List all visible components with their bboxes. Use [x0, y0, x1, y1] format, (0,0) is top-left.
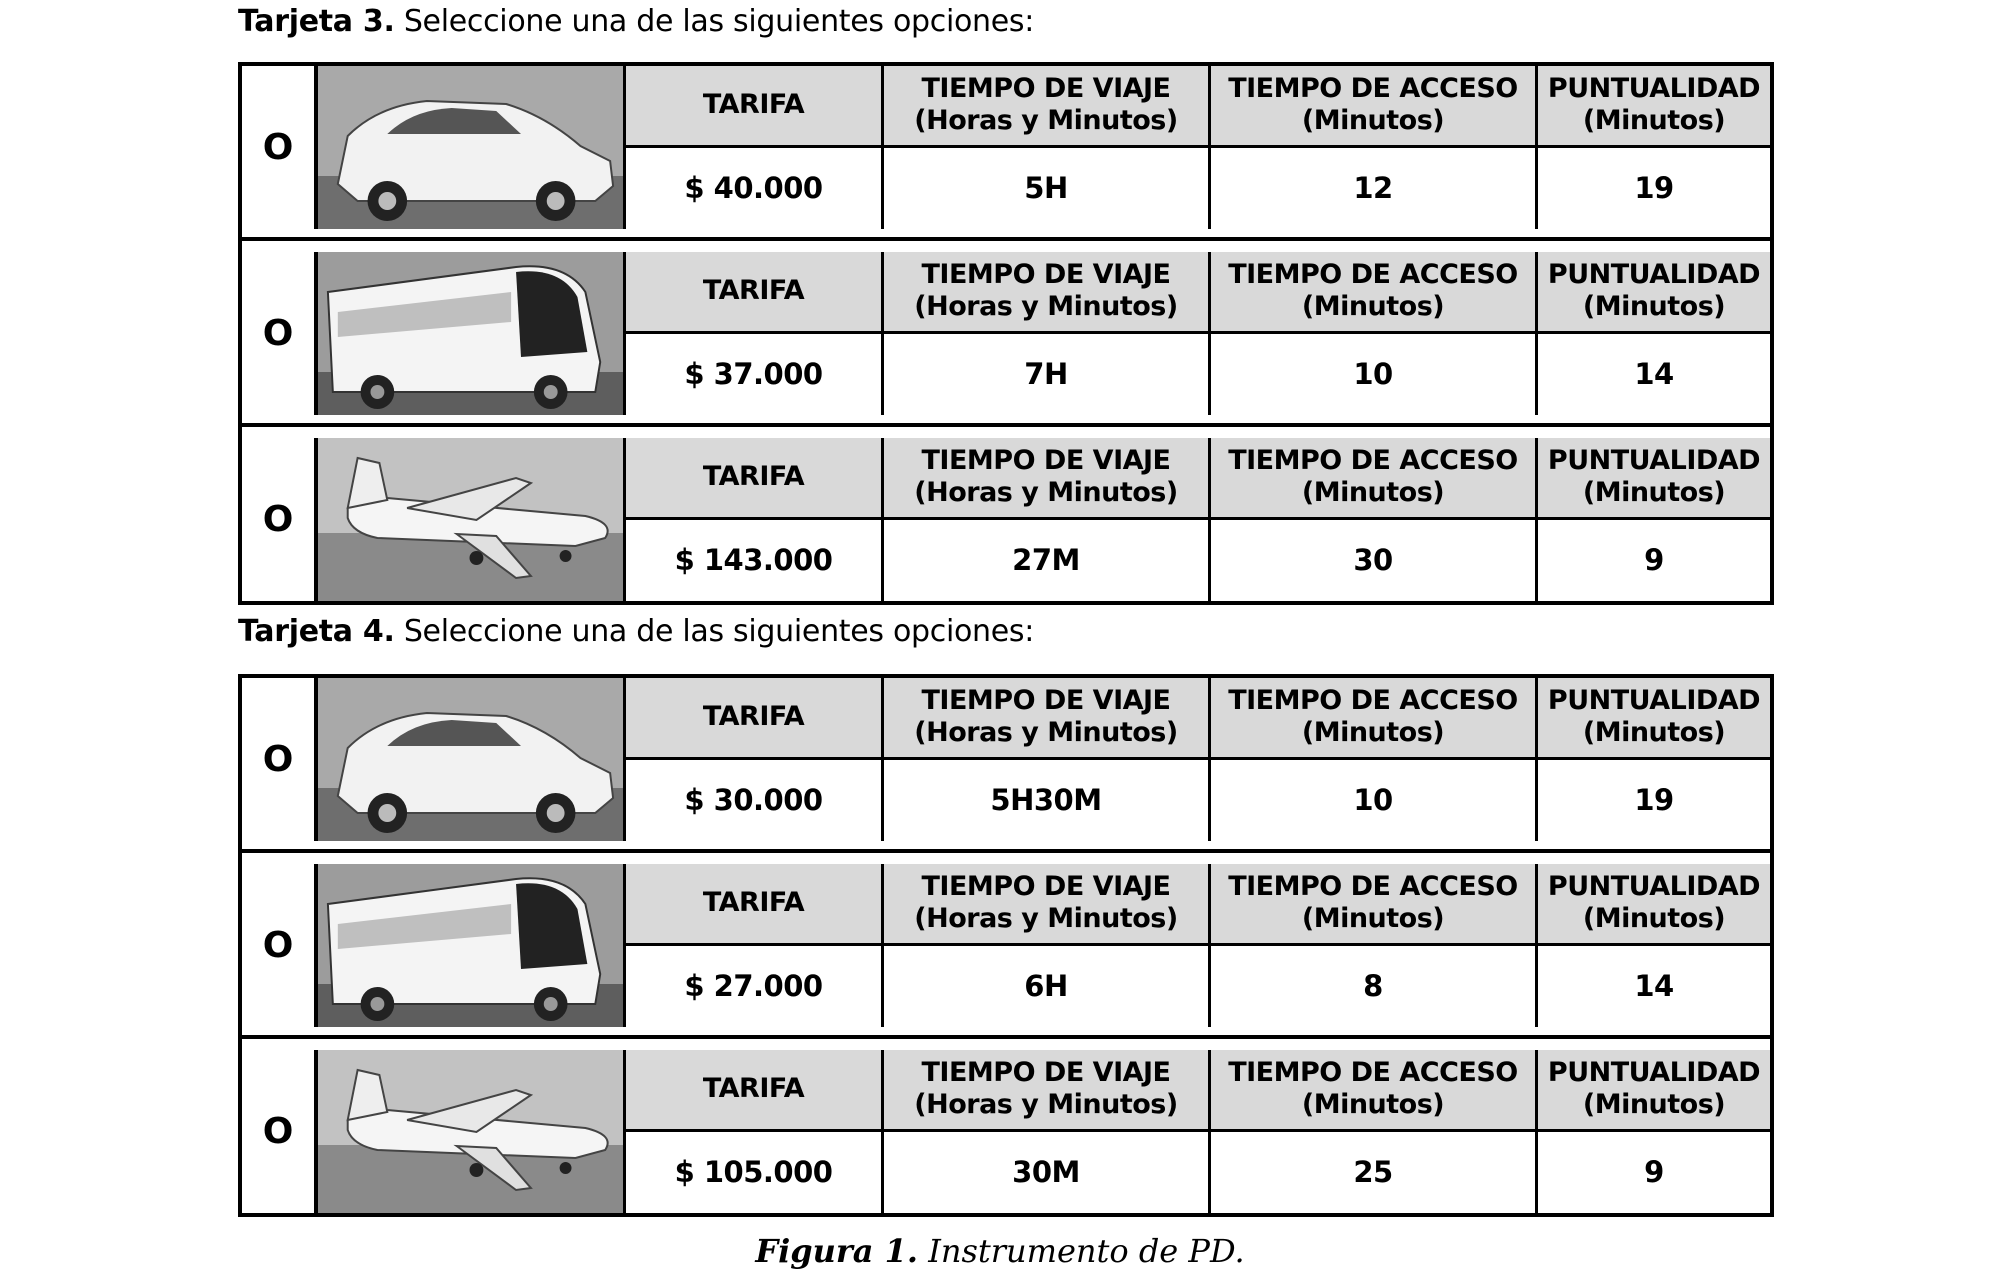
car-icon: [318, 66, 626, 229]
puntualidad-value: 14: [1538, 946, 1770, 1028]
tiempo-viaje-header: TIEMPO DE VIAJE (Horas y Minutos): [884, 864, 1211, 946]
card-4-heading: [238, 614, 1034, 649]
option-separator: [238, 1027, 1774, 1050]
card-4-option-car[interactable]: [238, 674, 1774, 845]
puntualidad-value: 19: [1538, 760, 1770, 842]
card-4-label: Tarjeta 4.: [238, 614, 395, 649]
option-radio[interactable]: O: [242, 438, 318, 601]
puntualidad-header: PUNTUALIDAD (Minutos): [1538, 66, 1770, 148]
puntualidad-header: PUNTUALIDAD (Minutos): [1538, 252, 1770, 334]
option-separator: [238, 841, 1774, 864]
tiempo-acceso-header: TIEMPO DE ACCESO (Minutos): [1211, 864, 1538, 946]
puntualidad-value: 14: [1538, 334, 1770, 416]
tiempo-viaje-header: TIEMPO DE VIAJE (Horas y Minutos): [884, 1050, 1211, 1132]
tiempo-acceso-value: 10: [1211, 334, 1538, 416]
tarifa-value: $ 143.000: [626, 520, 884, 602]
card-4-instructions: Seleccione una de las siguientes opciones:: [394, 614, 1035, 649]
airplane-icon: [318, 438, 626, 601]
card-3-option-bus[interactable]: [238, 248, 1774, 419]
tiempo-viaje-value: 30M: [884, 1132, 1211, 1214]
tiempo-viaje-value: 5H: [884, 148, 1211, 230]
figure-caption: [0, 1232, 2000, 1270]
tarifa-header: TARIFA: [626, 678, 884, 760]
bus-icon: [318, 252, 626, 415]
bus-icon: [318, 864, 626, 1027]
puntualidad-header: PUNTUALIDAD (Minutos): [1538, 864, 1770, 946]
tarifa-value: $ 27.000: [626, 946, 884, 1028]
tiempo-acceso-value: 10: [1211, 760, 1538, 842]
puntualidad-header: PUNTUALIDAD (Minutos): [1538, 1050, 1770, 1132]
tiempo-viaje-header: TIEMPO DE VIAJE (Horas y Minutos): [884, 252, 1211, 334]
tarifa-header: TARIFA: [626, 438, 884, 520]
tiempo-acceso-value: 8: [1211, 946, 1538, 1028]
puntualidad-header: PUNTUALIDAD (Minutos): [1538, 438, 1770, 520]
tiempo-acceso-header: TIEMPO DE ACCESO (Minutos): [1211, 252, 1538, 334]
tarifa-value: $ 105.000: [626, 1132, 884, 1214]
tiempo-acceso-value: 30: [1211, 520, 1538, 602]
card-4-option-airplane[interactable]: [238, 1046, 1774, 1217]
card-4-option-bus[interactable]: [238, 860, 1774, 1031]
option-radio[interactable]: O: [242, 252, 318, 415]
option-separator: [238, 229, 1774, 252]
tiempo-viaje-value: 27M: [884, 520, 1211, 602]
tiempo-acceso-header: TIEMPO DE ACCESO (Minutos): [1211, 678, 1538, 760]
car-icon: [318, 678, 626, 841]
airplane-icon: [318, 1050, 626, 1213]
card-3-instructions: Seleccione una de las siguientes opciones:: [394, 4, 1035, 39]
card-3-option-car[interactable]: [238, 62, 1774, 233]
card-3-heading: [238, 4, 1034, 39]
tiempo-viaje-header: TIEMPO DE VIAJE (Horas y Minutos): [884, 438, 1211, 520]
option-radio[interactable]: O: [242, 1050, 318, 1213]
tarifa-header: TARIFA: [626, 864, 884, 946]
figure-caption-text: Instrumento de PD.: [918, 1232, 1245, 1270]
tiempo-viaje-value: 6H: [884, 946, 1211, 1028]
tiempo-acceso-header: TIEMPO DE ACCESO (Minutos): [1211, 66, 1538, 148]
figure-caption-label: Figura 1.: [755, 1232, 919, 1270]
tiempo-viaje-value: 7H: [884, 334, 1211, 416]
tiempo-acceso-value: 25: [1211, 1132, 1538, 1214]
option-radio[interactable]: O: [242, 66, 318, 229]
tiempo-acceso-header: TIEMPO DE ACCESO (Minutos): [1211, 1050, 1538, 1132]
option-radio[interactable]: O: [242, 864, 318, 1027]
tiempo-viaje-header: TIEMPO DE VIAJE (Horas y Minutos): [884, 678, 1211, 760]
puntualidad-header: PUNTUALIDAD (Minutos): [1538, 678, 1770, 760]
tarifa-header: TARIFA: [626, 1050, 884, 1132]
puntualidad-value: 19: [1538, 148, 1770, 230]
option-radio[interactable]: O: [242, 678, 318, 841]
tarifa-header: TARIFA: [626, 66, 884, 148]
puntualidad-value: 9: [1538, 520, 1770, 602]
tiempo-viaje-header: TIEMPO DE VIAJE (Horas y Minutos): [884, 66, 1211, 148]
tarifa-value: $ 37.000: [626, 334, 884, 416]
tarifa-header: TARIFA: [626, 252, 884, 334]
tiempo-acceso-value: 12: [1211, 148, 1538, 230]
tarifa-value: $ 30.000: [626, 760, 884, 842]
tiempo-acceso-header: TIEMPO DE ACCESO (Minutos): [1211, 438, 1538, 520]
tiempo-viaje-value: 5H30M: [884, 760, 1211, 842]
puntualidad-value: 9: [1538, 1132, 1770, 1214]
card-3-label: Tarjeta 3.: [238, 4, 395, 39]
option-separator: [238, 415, 1774, 438]
tarifa-value: $ 40.000: [626, 148, 884, 230]
card-3-option-airplane[interactable]: [238, 434, 1774, 605]
